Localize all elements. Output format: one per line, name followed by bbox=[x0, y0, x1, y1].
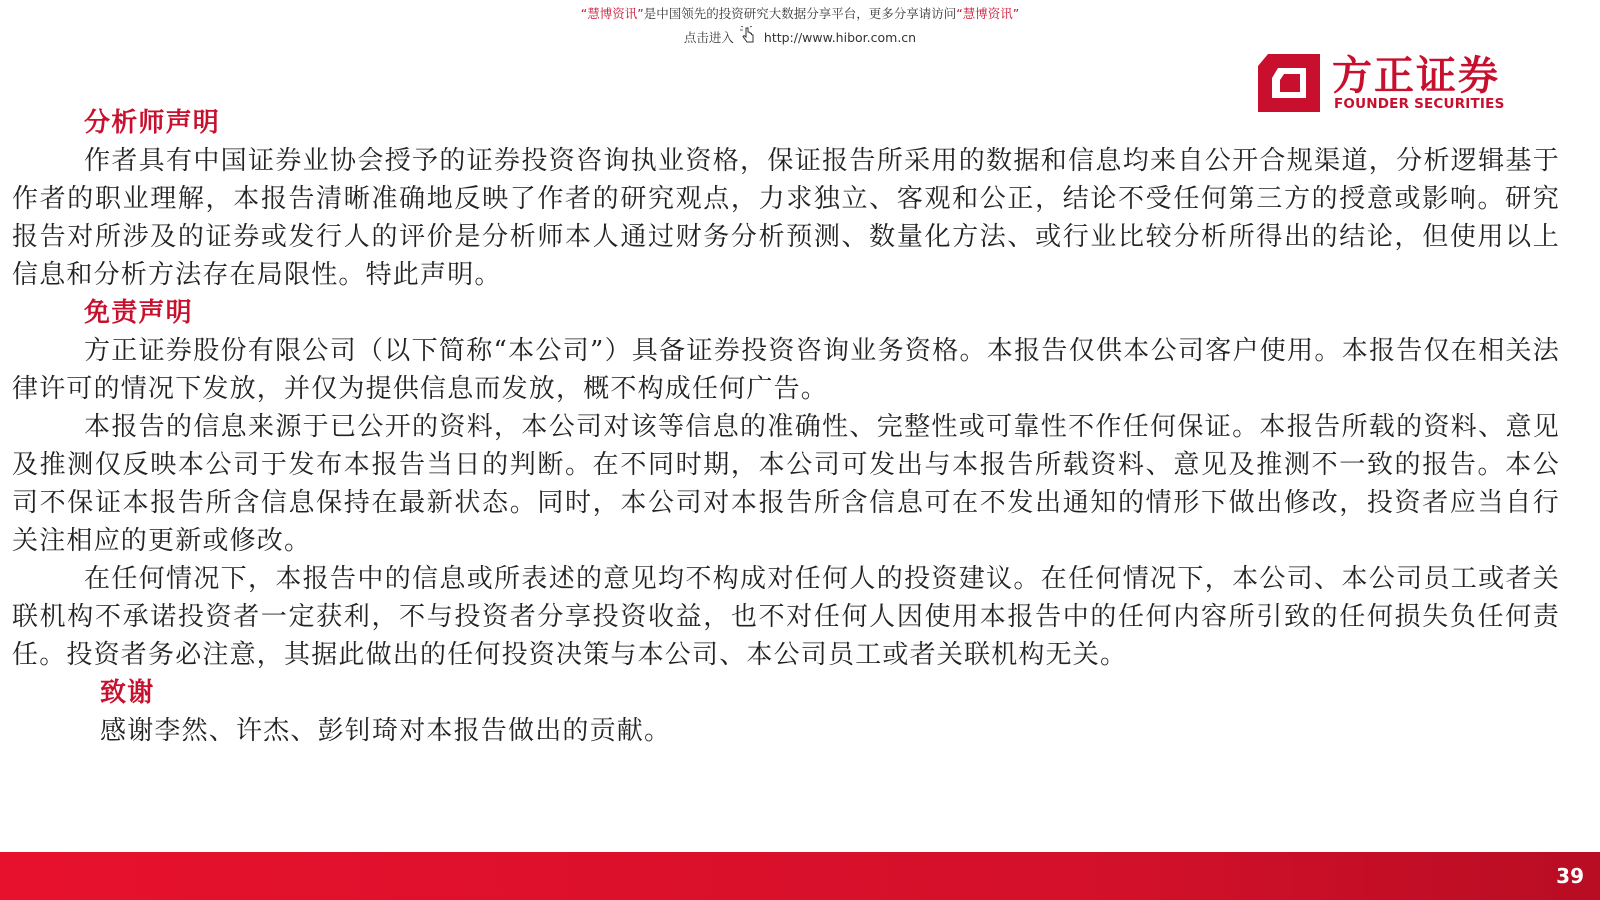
disclaimer-paragraph-2: 本报告的信息来源于已公开的资料，本公司对该等信息的准确性、完整性或可靠性不作任何保证。本报告所载的资料、意见及推测仅反映本公司于发布本报告当日的判断。在不同时期，本公司可发出与本报告所载资料、意见及推测不一致的报告。本公司不保证本报告所含信息保持在最新状态。同时，本公司对本报告所含信息可在不发出通知的情形下做出修改，投资者应当自行关注相应的更新或修改。 bbox=[12, 412, 1560, 556]
banner-middle-text: 是中国领先的投资研究大数据分享平台，更多分享请访问 bbox=[643, 6, 957, 21]
analyst-statement-paragraph: 作者具有中国证券业协会授予的证券投资咨询执业资格，保证报告所采用的数据和信息均来自公开合规渠道，分析逻辑基于作者的职业理解，本报告清晰准确地反映了作者的研究观点，力求独立、客观和公正，结论不受任何第三方的授意或影响。研究报告对所涉及的证券或发行人的评价是分析师本人通过财务分析预测、数量化方法、或行业比较分析所得出的结论，但使用以上信息和分析方法存在局限性。特此声明。 bbox=[12, 146, 1560, 290]
disclaimer-heading: 免责声明 bbox=[84, 298, 193, 328]
banner-line-1 bbox=[0, 4, 1600, 24]
page-number: 39 bbox=[1556, 864, 1584, 888]
banner-brand-left[interactable]: “慧博资讯” bbox=[580, 6, 644, 21]
logo-english-name: FOUNDER SECURITIES bbox=[1334, 96, 1505, 112]
disclaimer-paragraph-3: 在任何情况下，本报告中的信息或所表述的意见均不构成对任何人的投资建议。在任何情况下，本公司、本公司员工或者关联机构不承诺投资者一定获利，不与投资者分享投资收益，也不对任何人因使用本报告中的任何内容所引致的任何损失负任何责任。投资者务必注意，其据此做出的任何投资决策与本公司、本公司员工或者关联机构无关。 bbox=[12, 564, 1560, 670]
hand-cursor-icon bbox=[740, 26, 756, 51]
banner-brand-right[interactable]: “慧博资讯” bbox=[956, 6, 1020, 21]
report-content bbox=[12, 104, 1560, 750]
acknowledgement-paragraph: 感谢李然、许杰、彭钊琦对本报告做出的贡献。 bbox=[100, 716, 672, 746]
logo-chinese-name: 方正证券 bbox=[1332, 53, 1500, 99]
footer-band bbox=[0, 852, 1600, 900]
acknowledgement-heading: 致谢 bbox=[100, 678, 155, 708]
banner-enter-text: 点击进入 bbox=[683, 30, 734, 45]
top-banner bbox=[0, 4, 1600, 48]
analyst-statement-heading: 分析师声明 bbox=[84, 108, 221, 138]
disclaimer-paragraph-1: 方正证券股份有限公司（以下简称“本公司”）具备证券投资咨询业务资格。本报告仅供本公司客户使用。本报告仅在相关法律许可的情况下发放，并仅为提供信息而发放，概不构成任何广告。 bbox=[12, 336, 1560, 404]
banner-url-link[interactable]: http://www.hibor.com.cn bbox=[763, 30, 917, 45]
